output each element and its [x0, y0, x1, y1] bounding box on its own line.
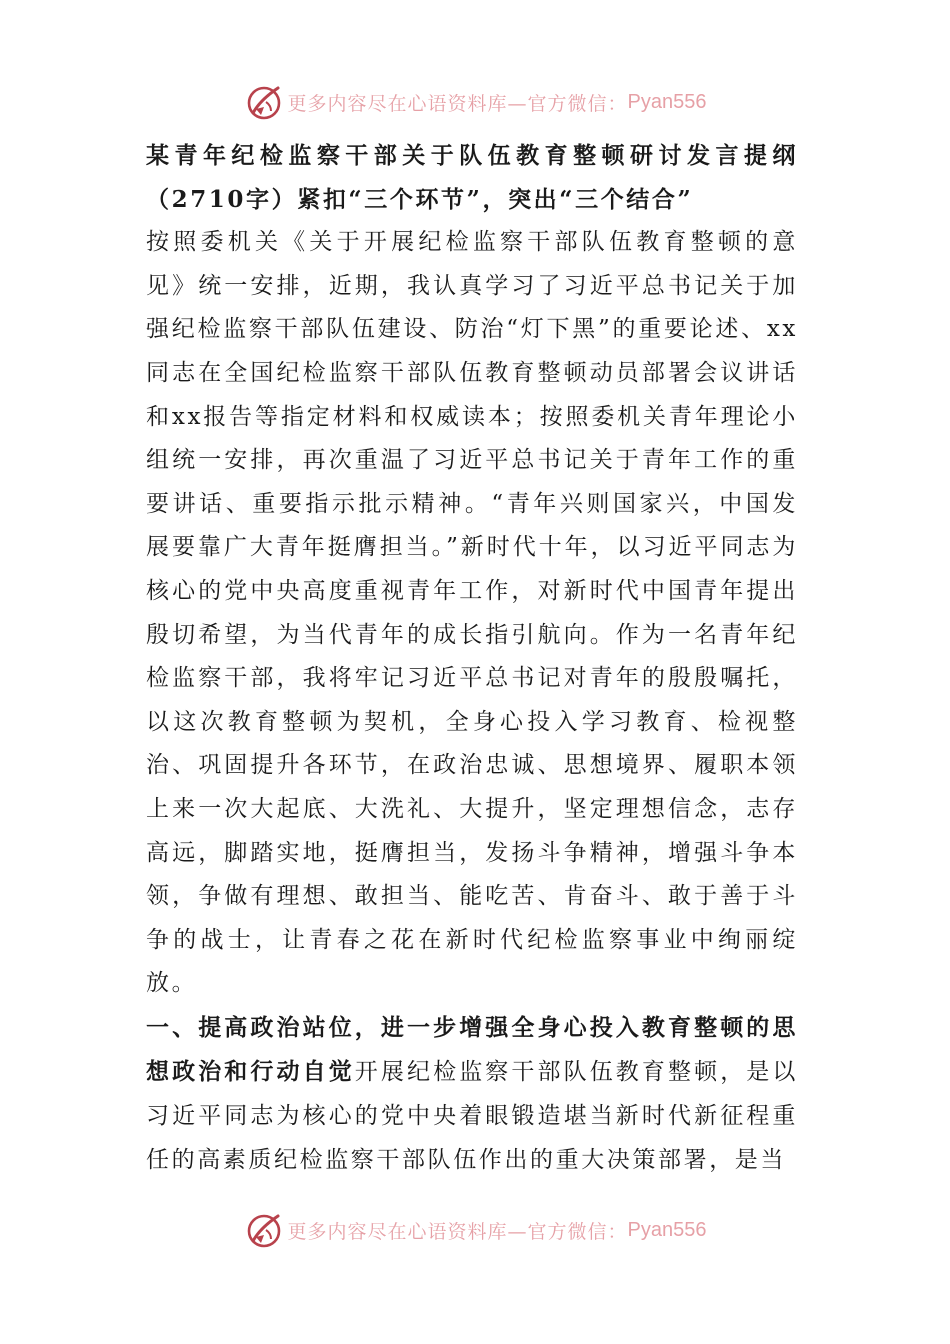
- watermark-text: 更多内容尽在心语资料库—官方微信：: [287, 1220, 628, 1243]
- section-1-heading: 一、提高政治站位，进一步增强全身心投入教育整顿的思想政治和行动自觉: [146, 1013, 798, 1086]
- pen-circle-logo-icon: [244, 82, 284, 122]
- watermark-footer: [0, 1208, 950, 1252]
- watermark-text: 更多内容尽在心语资料库—官方微信：: [287, 92, 628, 115]
- watermark-wechat-id: Pyan556: [627, 90, 707, 113]
- pen-circle-logo-icon: [244, 1210, 284, 1250]
- document-title: 某青年纪检监察干部关于队伍教育整顿研讨发言提纲（2710字）紧扣“三个环节”，突出“三个结合”: [146, 142, 798, 213]
- section-1-paragraph: [146, 1006, 798, 1182]
- watermark-wechat-id: Pyan556: [627, 1218, 707, 1241]
- document-body: [146, 134, 798, 1182]
- section-1-text: 开展纪检监察干部队伍教育整顿，是以习近平同志为核心的党中央着眼锻造堪当新时代新征程重任的高素质纪检监察干部队伍作出的重大决策部署，是当: [146, 1059, 798, 1173]
- watermark-header: [0, 80, 950, 124]
- intro-paragraph: 按照委机关《关于开展纪检监察干部队伍教育整顿的意见》统一安排，近期，我认真学习了习近平总书记关于加强纪检监察干部队伍建设、防治“灯下黑”的重要论述、xx同志在全国纪检监察干部队伍教育整顿动员部署会议讲话和xx报告等指定材料和权威读本；按照委机关青年理论小组统一安排，再次重温了习近平总书记关于青年工作的重要讲话、重要指示批示精神。“青年兴则国家兴，中国发展要靠广大青年挺膺担当。”新时代十年，以习近平同志为核心的党中央高度重视青年工作，对新时代中国青年提出殷切希望，为当代青年的成长指引航向。作为一名青年纪检监察干部，我将牢记习近平总书记对青年的殷殷嘱托，以这次教育整顿为契机，全身心投入学习教育、检视整治、巩固提升各环节，在政治忠诚、思想境界、履职本领上来一次大起底、大洗礼、大提升，坚定理想信念，志存高远，脚踏实地，挺膺担当，发扬斗争精神，增强斗争本领，争做有理想、敢担当、能吃苦、肯奋斗、敢于善于斗争的战士，让青春之花在新时代纪检监察事业中绚丽绽放。: [146, 229, 798, 997]
